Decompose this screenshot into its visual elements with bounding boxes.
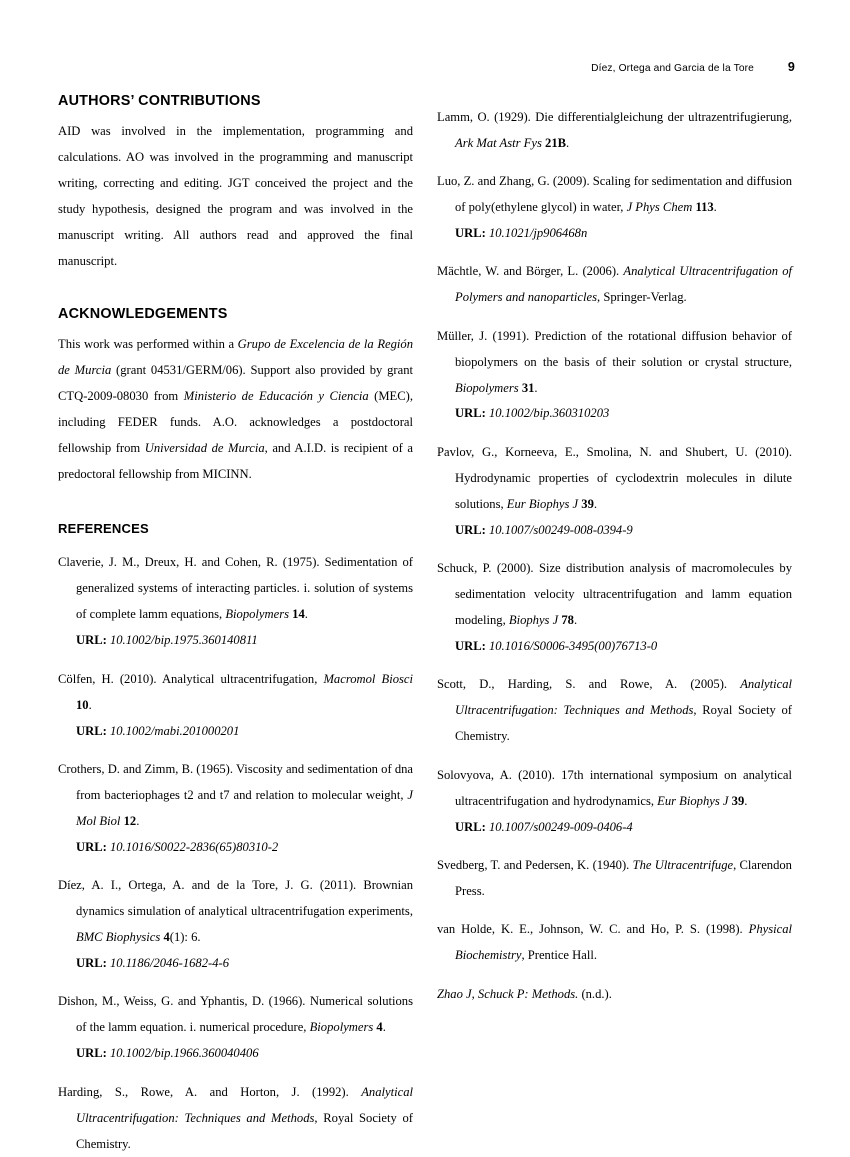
reference-entry bbox=[58, 667, 413, 745]
reference-volume: 21B bbox=[541, 135, 567, 150]
reference-entry bbox=[437, 853, 792, 905]
reference-volume: 4 bbox=[373, 1020, 383, 1035]
reference-doi[interactable]: 10.1007/s00249-009-0406-4 bbox=[485, 819, 633, 834]
reference-url-label: URL: bbox=[76, 955, 107, 970]
reference-url-line bbox=[455, 634, 792, 660]
page-number: 9 bbox=[787, 60, 795, 74]
reference-url-label: URL: bbox=[455, 225, 486, 240]
reference-entry bbox=[58, 989, 413, 1067]
reference-text: Luo, Z. and Zhang, G. (2009). Scaling for sedimentation and diffusion of poly(ethylene glycol) in water, bbox=[437, 174, 792, 214]
ack-italic-1: Grupo de Excelencia de la Región de Murcia bbox=[58, 337, 413, 378]
reference-text: Solovyova, A. (2010). 17th international symposium on analytical ultracentrifugation and hydrodynamics, bbox=[437, 767, 792, 808]
running-header-authors: Díez, Ortega and Garcia de la Tore bbox=[591, 63, 754, 74]
reference-journal-title: Eur Biophys J bbox=[657, 793, 729, 808]
reference-text-tail: . bbox=[573, 612, 578, 627]
reference-url-label: URL: bbox=[76, 839, 107, 854]
reference-text-tail: , Clarendon Press. bbox=[455, 858, 792, 898]
reference-text: Lamm, O. (1929). Die differentialgleichung der ultrazentrifugierung, bbox=[437, 109, 792, 124]
reference-volume: 113 bbox=[692, 199, 714, 214]
reference-text: Claverie, J. M., Dreux, H. and Cohen, R. (1975). Sedimentation of generalized systems of interacting particles. i. solution of systems of complete lamm equations, bbox=[58, 555, 413, 622]
ack-italic-2: Ministerio de Educación y Ciencia bbox=[183, 389, 369, 404]
reference-volume: 39 bbox=[728, 793, 745, 808]
reference-entry bbox=[437, 763, 792, 841]
two-column-body bbox=[58, 92, 795, 1151]
reference-entry bbox=[437, 982, 792, 1008]
reference-text-tail: (n.d.). bbox=[578, 986, 612, 1001]
reference-url-line bbox=[76, 628, 413, 654]
reference-doi[interactable]: 10.1186/2046-1682-4-6 bbox=[106, 955, 229, 970]
ack-text-2: (grant 04531/GERM/06). Support also provided by grant CTQ-2009-08030 from bbox=[58, 363, 413, 404]
reference-entry bbox=[437, 259, 792, 311]
reference-text: Müller, J. (1991). Prediction of the rotational diffusion behavior of biopolymers on the basis of their solution or crystal structure, bbox=[437, 328, 792, 369]
reference-entry bbox=[437, 917, 792, 969]
reference-text: Svedberg, T. and Pedersen, K. (1940). bbox=[437, 858, 633, 872]
reference-text: Mächtle, W. and Börger, L. (2006). bbox=[437, 264, 624, 279]
reference-url-line bbox=[455, 221, 792, 247]
reference-entry bbox=[437, 440, 792, 544]
reference-url-label: URL: bbox=[455, 638, 486, 653]
reference-text-tail: , Prentice Hall. bbox=[521, 948, 597, 963]
reference-journal-title: Physical Biochemistry bbox=[455, 922, 792, 963]
reference-journal-title: J Phys Chem bbox=[626, 199, 693, 214]
reference-volume: 14 bbox=[289, 607, 305, 622]
reference-volume: 39 bbox=[578, 496, 594, 511]
reference-entry bbox=[437, 324, 792, 428]
authors-contributions-heading: AUTHORS’ CONTRIBUTIONS bbox=[58, 93, 261, 109]
reference-volume: 12 bbox=[120, 813, 137, 828]
reference-journal-title: The Ultracentrifuge bbox=[632, 858, 734, 872]
reference-text: Schuck, P. (2000). Size distribution analysis of macromolecules by sedimentation velocity ultracentrifugation and lamm equation modeling, bbox=[437, 561, 792, 627]
ack-text-3: (MEC), including FEDER funds. A.O. acknowledges a postdoctoral fellowship from bbox=[58, 389, 413, 456]
acknowledgements-paragraph bbox=[58, 332, 413, 487]
reference-doi[interactable]: 10.1002/bip.1975.360140811 bbox=[106, 633, 258, 648]
reference-entry bbox=[437, 169, 792, 247]
reference-text-tail: (1): 6. bbox=[169, 930, 201, 945]
reference-doi[interactable]: 10.1016/S0022-2836(65)80310-2 bbox=[106, 839, 279, 854]
reference-text: Cölfen, H. (2010). Analytical ultracentrifugation, bbox=[58, 671, 324, 686]
reference-text: Pavlov, G., Korneeva, E., Smolina, N. and Shubert, U. (2010). Hydrodynamic properties of cyclodextrin molecules in dilute solutions, bbox=[437, 444, 792, 511]
reference-entry bbox=[58, 550, 413, 654]
reference-journal-title: Eur Biophys J bbox=[506, 496, 579, 511]
reference-volume: 4 bbox=[160, 930, 170, 945]
reference-text-tail: , Royal Society of Chemistry. bbox=[455, 703, 792, 744]
reference-url-label: URL: bbox=[455, 406, 486, 421]
reference-text: Crothers, D. and Zimm, B. (1965). Viscosity and sedimentation of dna from bacteriophages t2 and t7 and relation to molecular weight, bbox=[58, 762, 413, 802]
reference-journal-title: Analytical Ultracentrifugation of Polymers and nanoparticles bbox=[455, 264, 793, 305]
reference-text: Scott, D., Harding, S. and Rowe, A. (2005). bbox=[437, 677, 741, 692]
ack-text-4: , and A.I.D. is recipient of a predoctoral fellowship from MICINN. bbox=[58, 441, 413, 481]
ack-text-1: This work was performed within a bbox=[58, 337, 238, 352]
reference-doi[interactable]: 10.1002/mabi.201000201 bbox=[106, 723, 240, 738]
reference-volume: 78 bbox=[558, 612, 574, 627]
running-header bbox=[58, 60, 795, 76]
references-list-right bbox=[437, 105, 792, 1008]
reference-entry bbox=[437, 672, 792, 750]
reference-text: Harding, S., Rowe, A. and Horton, J. (1992). bbox=[58, 1084, 362, 1099]
reference-text: van Holde, K. E., Johnson, W. C. and Ho, P. S. (1998). bbox=[437, 922, 749, 937]
reference-journal-title: Biophys J bbox=[508, 612, 559, 627]
reference-journal-title: Biopolymers bbox=[455, 380, 519, 395]
reference-text: Dishon, M., Weiss, G. and Yphantis, D. (1966). Numerical solutions of the lamm equation. i. numerical procedure, bbox=[58, 994, 413, 1035]
reference-url-line bbox=[76, 951, 413, 977]
reference-journal-title: Biopolymers bbox=[309, 1020, 374, 1035]
reference-url-line bbox=[455, 518, 792, 544]
reference-entry bbox=[437, 556, 792, 660]
reference-journal-title: Ark Mat Astr Fys bbox=[455, 135, 542, 150]
acknowledgements-heading: ACKNOWLEDGEMENTS bbox=[58, 306, 228, 323]
reference-doi[interactable]: 10.1007/s00249-008-0394-9 bbox=[485, 522, 633, 537]
reference-text-tail: , Springer-Verlag. bbox=[597, 290, 687, 305]
reference-url-line bbox=[455, 401, 792, 427]
reference-journal-title: BMC Biophysics bbox=[76, 930, 161, 945]
reference-url-line bbox=[76, 835, 413, 861]
reference-url-line bbox=[76, 719, 413, 745]
reference-volume: 31 bbox=[518, 380, 535, 395]
references-heading: REFERENCES bbox=[58, 520, 149, 536]
reference-doi[interactable]: 10.1021/jp906468n bbox=[485, 225, 588, 240]
right-column bbox=[437, 92, 792, 1008]
left-column bbox=[58, 92, 413, 1157]
reference-text-tail: . bbox=[304, 607, 308, 622]
references-list-left bbox=[58, 550, 413, 1157]
reference-url-label: URL: bbox=[455, 819, 486, 834]
reference-url-line bbox=[76, 1041, 413, 1067]
reference-entry bbox=[58, 873, 413, 977]
reference-journal-title: Macromol Biosci bbox=[323, 671, 413, 686]
reference-entry bbox=[437, 105, 792, 157]
reference-url-label: URL: bbox=[76, 723, 107, 738]
reference-text-tail: . bbox=[136, 813, 140, 828]
reference-text-tail: . bbox=[593, 496, 598, 511]
reference-journal-title: Analytical Ultracentrifugation: Techniques and Methods bbox=[455, 677, 792, 718]
reference-journal-title: Analytical Ultracentrifugation: Techniques and Methods bbox=[76, 1084, 413, 1125]
ack-italic-3: Universidad de Murcia bbox=[144, 441, 265, 456]
reference-entry bbox=[58, 757, 413, 861]
reference-url-label: URL: bbox=[76, 1046, 107, 1061]
reference-text-tail: . bbox=[713, 199, 717, 214]
reference-url-label: URL: bbox=[76, 633, 107, 648]
reference-doi[interactable]: 10.1002/bip.1966.360040406 bbox=[106, 1046, 259, 1061]
reference-entry bbox=[58, 1080, 413, 1157]
reference-doi[interactable]: 10.1016/S0006-3495(00)76713-0 bbox=[485, 638, 658, 653]
reference-url-label: URL: bbox=[455, 522, 486, 537]
reference-journal-title: Biopolymers bbox=[225, 607, 290, 622]
reference-text-tail: . bbox=[382, 1020, 386, 1035]
reference-text-tail: . bbox=[534, 380, 538, 395]
reference-text-tail: . bbox=[566, 135, 570, 150]
reference-text-tail: , Royal Society of Chemistry. bbox=[76, 1110, 413, 1151]
authors-contributions-paragraph: AID was involved in the implementation, programming and calculations. AO was involved in the programming and manuscript writing, correcting and editing. JGT conceived the project and the study hypothesis, designed the program and was involved in the manuscript writing. All authors read and approved the final manuscript. bbox=[58, 124, 413, 268]
reference-journal-title: Zhao J, Schuck P: Methods. bbox=[437, 986, 579, 1001]
reference-text-tail: . bbox=[744, 793, 748, 808]
reference-journal-title: J Mol Biol bbox=[76, 787, 413, 828]
reference-url-line bbox=[455, 815, 792, 841]
reference-text-tail: . bbox=[88, 697, 92, 712]
reference-doi[interactable]: 10.1002/bip.360310203 bbox=[485, 406, 610, 421]
reference-text: Díez, A. I., Ortega, A. and de la Tore, J. G. (2011). Brownian dynamics simulation of analytical ultracentrifugation experiments, bbox=[58, 878, 413, 919]
reference-volume: 10 bbox=[76, 697, 89, 712]
